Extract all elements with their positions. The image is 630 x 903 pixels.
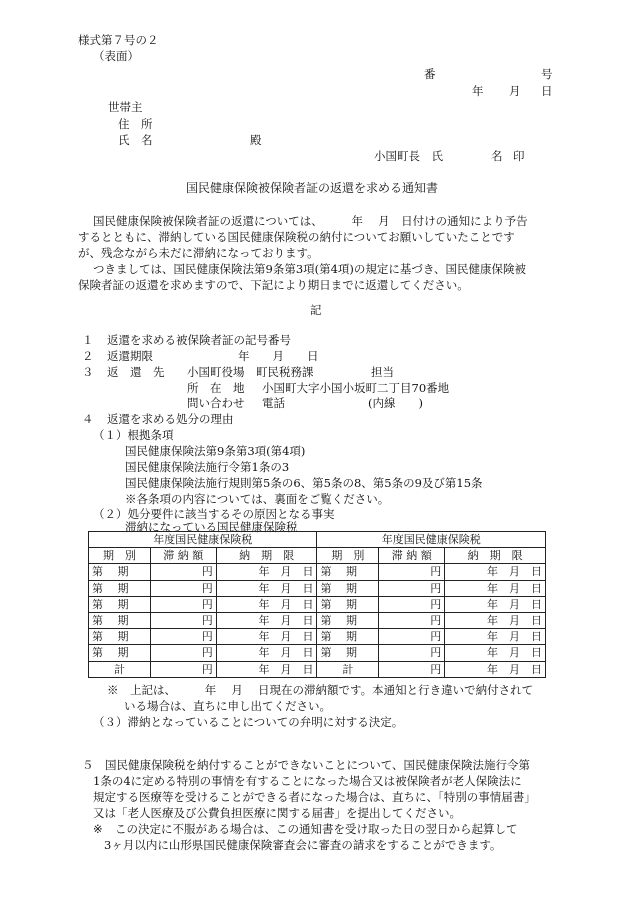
- period-cell: 第 期: [317, 580, 379, 596]
- item2-number: ２: [82, 349, 94, 363]
- item2-text: 返還期限: [107, 349, 153, 363]
- para1-line1: 国民健康保険被保険者証の返還については、 年 月 日付けの通知により予告: [93, 214, 528, 228]
- period-cell: 第 期: [317, 612, 379, 628]
- item5-line2: 1条の4に定める特別の事情を有することになった場合又は被保険者が老人保険法に: [93, 774, 522, 788]
- period-cell: 第 期: [89, 612, 151, 628]
- table-row: [89, 580, 546, 596]
- due-date-cell: 年 月 日: [216, 661, 317, 677]
- item3-number: ３: [82, 365, 94, 379]
- item3-address-label: 所 在 地: [187, 381, 245, 395]
- para2-line1: つきましては、国民健康保険法第9条第3項(第4項)の規定に基づき、国民健康保険被: [93, 262, 526, 276]
- due-date-cell: 年 月 日: [216, 612, 317, 628]
- period-cell: 第 期: [317, 629, 379, 645]
- law-3: 国民健康保険法施行規則第5条の6、第5条の8、第5条の9及び第15条: [125, 476, 483, 490]
- due-date-cell: 年 月 日: [445, 645, 546, 661]
- mayor-name-label: 名: [491, 149, 503, 163]
- amount-cell: 円: [379, 661, 445, 677]
- period-cell: 第 期: [89, 596, 151, 612]
- amount-cell: 円: [150, 580, 216, 596]
- seal-mark: 印: [513, 149, 525, 163]
- period-cell: 計: [317, 661, 379, 677]
- ki-heading: 記: [310, 303, 322, 317]
- table-total-row: [89, 661, 546, 677]
- col-period: 期 別: [317, 548, 379, 564]
- due-date-cell: 年 月 日: [216, 596, 317, 612]
- note-line1: ※ 上記は、 年 月 日現在の滞納額です。本通知と行き違いで納付されて: [107, 683, 534, 697]
- householder-label: 世帯主: [108, 100, 143, 114]
- item3-phone: 電話: [262, 396, 285, 410]
- document-title: 国民健康保険被保険者証の返還を求める通知書: [186, 181, 439, 195]
- amount-cell: 円: [150, 564, 216, 580]
- period-cell: 第 期: [317, 596, 379, 612]
- period-cell: 第 期: [89, 564, 151, 580]
- law-1: 国民健康保険法第9条第3項(第4項): [125, 444, 306, 458]
- amount-cell: 円: [379, 564, 445, 580]
- item4-number: ４: [82, 412, 94, 426]
- arrears-table: [88, 531, 546, 678]
- col-amount: 滞 納 額: [379, 548, 445, 564]
- name-label: 氏 名: [118, 133, 153, 147]
- col-amount: 滞 納 額: [150, 548, 216, 564]
- item5-number: ５: [82, 758, 94, 772]
- table-row: [89, 596, 546, 612]
- date-month: 月: [509, 84, 521, 98]
- address-label: 住 所: [118, 117, 153, 131]
- number-suffix: 号: [541, 67, 553, 81]
- amount-cell: 円: [150, 661, 216, 677]
- para1-line2: するとともに、滞納している国民健康保険税の納付についてお願いしていたことです: [78, 230, 515, 244]
- form-number: 様式第７号の２: [78, 33, 159, 47]
- item2-date: 年 月 日: [238, 349, 319, 363]
- footer-mark: ※: [93, 822, 103, 836]
- amount-cell: 円: [150, 612, 216, 628]
- table-header-row: [89, 548, 546, 564]
- col-due: 納 期 限: [216, 548, 317, 564]
- page-side-label: （表面）: [93, 49, 139, 63]
- item5-line1: 国民健康保険税を納付することができないことについて、国民健康保険法施行令第: [105, 758, 531, 772]
- due-date-cell: 年 月 日: [216, 564, 317, 580]
- sub2-heading: （２）処分要件に該当するその原因となる事実: [93, 507, 335, 521]
- para1-line3: が、残念ながら未だに滞納になっております。: [78, 246, 319, 260]
- amount-cell: 円: [150, 629, 216, 645]
- due-date-cell: 年 月 日: [216, 580, 317, 596]
- due-date-cell: 年 月 日: [445, 564, 546, 580]
- date-day: 日: [541, 84, 553, 98]
- sub1-heading: （１）根拠条項: [93, 428, 174, 442]
- amount-cell: 円: [150, 645, 216, 661]
- amount-cell: 円: [379, 596, 445, 612]
- number-label: 番: [424, 67, 436, 81]
- item5-line3: 規定する医療等を受けることができる者になった場合は、直ちに、「特別の事情届書」: [93, 790, 536, 804]
- footer-line2: 3ヶ月以内に山形県国民健康保険審査会に審査の請求をすることができます。: [104, 838, 502, 852]
- period-cell: 計: [89, 661, 151, 677]
- item1-number: １: [82, 333, 94, 347]
- due-date-cell: 年 月 日: [445, 596, 546, 612]
- para2-line2: 保険者証の返還を求めますので、下記により期日までに返還してください。: [78, 278, 469, 292]
- period-cell: 第 期: [89, 645, 151, 661]
- date-year: 年: [472, 84, 484, 98]
- due-date-cell: 年 月 日: [216, 629, 317, 645]
- item3-extension: (内線 ): [368, 396, 423, 410]
- amount-cell: 円: [379, 629, 445, 645]
- item3-label: 返 還 先: [107, 365, 165, 379]
- period-cell: 第 期: [317, 564, 379, 580]
- due-date-cell: 年 月 日: [445, 661, 546, 677]
- col-period: 期 別: [89, 548, 151, 564]
- table-row: [89, 629, 546, 645]
- amount-cell: 円: [150, 596, 216, 612]
- item3-office: 小国町役場 町民税務課: [187, 365, 314, 379]
- note-line2: いる場合は、直ちに申し出てください。: [124, 699, 331, 713]
- sub2-detail: 滞納になっている国民健康保険税: [125, 520, 298, 534]
- due-date-cell: 年 月 日: [445, 612, 546, 628]
- item1-text: 返還を求める被保険者証の記号番号: [107, 333, 291, 347]
- table-row: [89, 645, 546, 661]
- item5-line4: 又は「老人医療及び公費負担医療に関する届書」を提出してください。: [93, 806, 461, 820]
- table-band-row: [89, 532, 546, 548]
- sub3-heading: （３）滞納となっていることについての弁明に対する決定。: [93, 715, 404, 729]
- mayor-label: 小国町長 氏: [374, 149, 443, 163]
- due-date-cell: 年 月 日: [445, 629, 546, 645]
- table-row: [89, 612, 546, 628]
- amount-cell: 円: [379, 580, 445, 596]
- footer-line1: この決定に不服がある場合は、この通知書を受け取った日の翌日から起算して: [115, 822, 518, 836]
- honorific: 殿: [250, 133, 262, 147]
- period-cell: 第 期: [89, 580, 151, 596]
- law-note: ※各条項の内容については、裏面をご覧ください。: [125, 492, 390, 506]
- item3-staff: 担当: [371, 365, 394, 379]
- period-cell: 第 期: [89, 629, 151, 645]
- col-due: 納 期 限: [445, 548, 546, 564]
- law-2: 国民健康保険法施行令第1条の3: [125, 460, 290, 474]
- amount-cell: 円: [379, 645, 445, 661]
- band-left: 年度国民健康保険税: [89, 532, 317, 548]
- band-right: 年度国民健康保険税: [317, 532, 546, 548]
- item4-text: 返還を求める処分の理由: [107, 412, 234, 426]
- due-date-cell: 年 月 日: [216, 645, 317, 661]
- due-date-cell: 年 月 日: [445, 580, 546, 596]
- item3-address: 小国町大字小国小坂町二丁目70番地: [262, 381, 450, 395]
- period-cell: 第 期: [317, 645, 379, 661]
- table-row: [89, 564, 546, 580]
- item3-contact-label: 問い合わせ: [187, 396, 245, 410]
- amount-cell: 円: [379, 612, 445, 628]
